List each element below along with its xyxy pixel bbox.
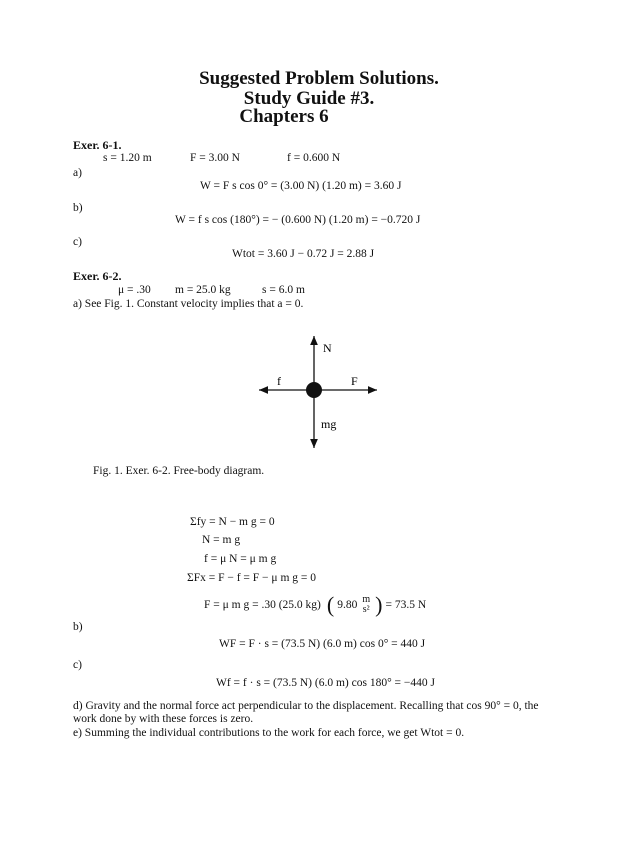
exer61-a-equation: W = F s cos 0° = (3.00 N) (1.20 m) = 3.60 J <box>200 180 402 192</box>
exer61-given-s: s = 1.20 m <box>103 152 152 164</box>
exer62-b-label: b) <box>73 621 83 633</box>
exer61-c-equation: Wtot = 3.60 J − 0.72 J = 2.88 J <box>232 248 375 260</box>
exer61-a-label: a) <box>73 167 82 179</box>
eq-force-result: = 73.5 N <box>385 599 427 611</box>
body-dot <box>306 382 322 398</box>
paren-open: ( <box>326 592 335 617</box>
exer62-given-m: m = 25.0 kg <box>175 284 231 296</box>
exer61-c-label: c) <box>73 236 82 248</box>
exer62-d-text: d) Gravity and the normal force act perpendicular to the displacement. Recalling that cos 90° = 0, the work done by with these forces is zero. <box>73 700 539 725</box>
label-N: N <box>323 341 332 355</box>
exer62-a-text: a) See Fig. 1. Constant velocity implies that a = 0. <box>73 298 304 310</box>
label-F: F <box>351 374 358 388</box>
unit-denominator: s² <box>362 604 370 615</box>
exer62-given-mu: μ = .30 <box>118 284 151 296</box>
exer61-b-equation: W = f s cos (180°) = − (0.600 N) (1.20 m) = −0.720 J <box>175 214 421 226</box>
eq-force-g: 9.80 <box>337 599 358 611</box>
exer61-b-label: b) <box>73 202 83 214</box>
exer62-b-equation: WF = F · s = (73.5 N) (6.0 m) cos 0° = 440 J <box>219 638 426 650</box>
exer61-heading: Exer. 6-1. <box>73 138 122 152</box>
eq-force-left: F = μ m g = .30 (25.0 kg) <box>204 599 321 611</box>
title-line-2: Study Guide #3. <box>243 88 375 109</box>
label-mg: mg <box>321 417 337 431</box>
exer62-given-s: s = 6.0 m <box>262 284 305 296</box>
label-f: f <box>277 374 281 388</box>
exer62-heading: Exer. 6-2. <box>73 269 122 283</box>
exer62-c-equation: Wf = f · s = (73.5 N) (6.0 m) cos 180° = −440 J <box>216 677 435 689</box>
eq-sum-fy: Σfy = N − m g = 0 <box>190 516 275 528</box>
title-line-1: Suggested Problem Solutions. <box>199 68 439 89</box>
exer62-c-label: c) <box>73 659 82 671</box>
exer61-given-f: f = 0.600 N <box>287 152 341 164</box>
exer62-e-text: e) Summing the individual contributions to the work for each force, we get Wtot = 0. <box>73 727 465 739</box>
eq-normal: N = m g <box>202 534 241 546</box>
unit-fraction <box>362 595 370 615</box>
figure-caption: Fig. 1. Exer. 6-2. Free-body diagram. <box>93 465 265 477</box>
eq-force-value <box>204 594 426 616</box>
free-body-diagram <box>250 330 390 455</box>
eq-friction: f = μ N = μ m g <box>204 553 277 565</box>
eq-sum-fx: ΣFx = F − f = F − μ m g = 0 <box>187 572 316 584</box>
unit-numerator: m <box>362 594 371 605</box>
exer61-given-F: F = 3.00 N <box>190 152 240 164</box>
paren-close: ) <box>375 592 383 617</box>
title-line-3: Chapters 6 <box>239 106 329 127</box>
